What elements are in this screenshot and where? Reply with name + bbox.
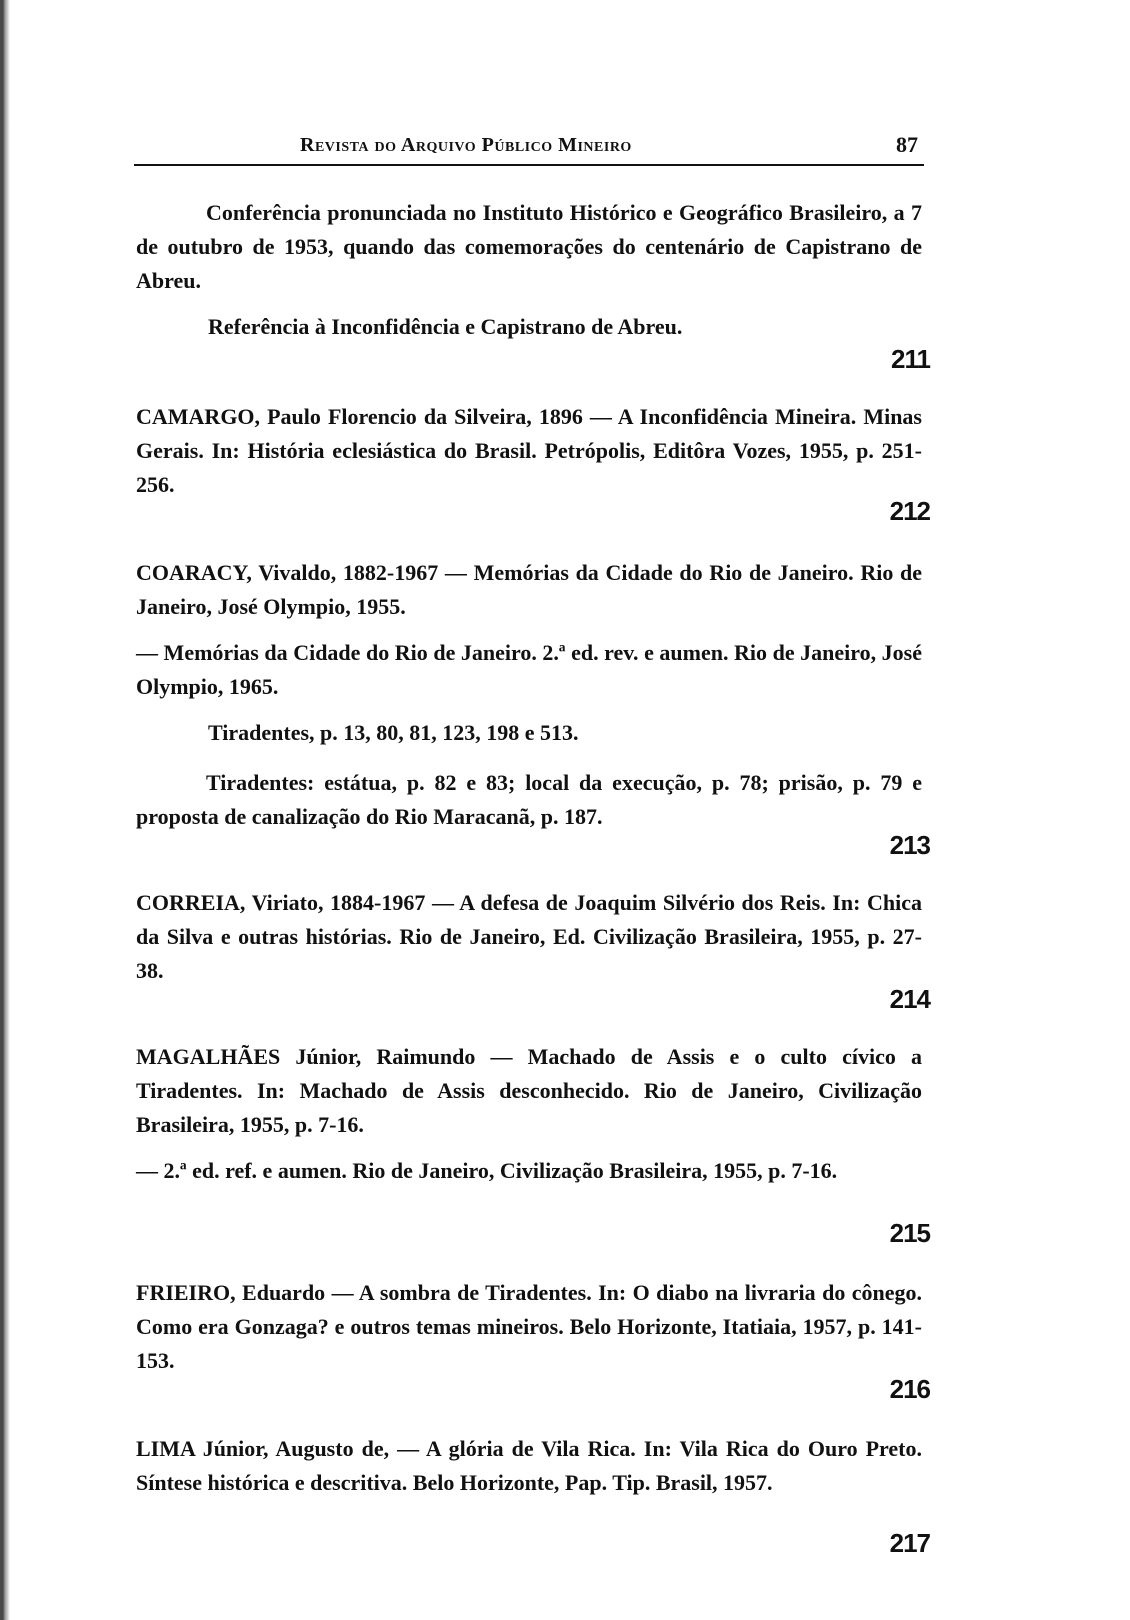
entry-correia: CORREIA, Viriato, 1884-1967 — A defesa de Joaquim Silvério dos Reis. In: Chica da Silva e outras histórias. Rio de Janeiro, Ed. Civilização Brasileira, 1955, p. 27-38. — [136, 890, 922, 983]
entry-number-214: 214 — [889, 984, 930, 1014]
entry-coaracy-note-topics: Tiradentes: estátua, p. 82 e 83; local da execução, p. 78; prisão, p. 79 e proposta de canalização do Rio Maracanã, p. 187. — [136, 770, 922, 829]
entry-coaracy: COARACY, Vivaldo, 1882-1967 — Memórias da Cidade do Rio de Janeiro. Rio de Janeiro, José Olympio, 1955. — [136, 560, 922, 619]
paragraph-conference-note: Conferência pronunciada no Instituto Histórico e Geográfico Brasileiro, a 7 de outubro de 1953, quando das comemorações do centenário de Capistrano de Abreu. — [136, 200, 922, 293]
entry-camargo: CAMARGO, Paulo Florencio da Silveira, 1896 — A Inconfidência Mineira. Minas Gerais. In: História eclesiástica do Brasil. Petrópolis, Editôra Vozes, 1955, p. 251-256. — [136, 404, 922, 497]
page-number: 87 — [896, 132, 918, 157]
entry-magalhaes-edition: — 2.ª ed. ref. e aumen. Rio de Janeiro, Civilização Brasileira, 1955, p. 7-16. — [136, 1158, 838, 1183]
running-head: Revista do Arquivo Público Mineiro — [300, 134, 632, 156]
paragraph-reference-note: Referência à Inconfidência e Capistrano de Abreu. — [208, 314, 683, 339]
entry-number-213: 213 — [889, 830, 930, 860]
scan-binding-edge — [0, 0, 10, 1620]
entry-number-212: 212 — [889, 496, 930, 526]
page-header — [134, 128, 924, 166]
entry-coaracy-note-pages: Tiradentes, p. 13, 80, 81, 123, 198 e 513. — [208, 720, 579, 745]
entry-number-217: 217 — [889, 1528, 930, 1558]
entry-number-216: 216 — [889, 1374, 930, 1404]
entry-magalhaes: MAGALHÃES Júnior, Raimundo — Machado de Assis e o culto cívico a Tiradentes. In: Machado de Assis desconhecido. Rio de Janeiro, Civilização Brasileira, 1955, p. 7-16. — [136, 1044, 922, 1137]
entry-frieiro: FRIEIRO, Eduardo — A sombra de Tiradentes. In: O diabo na livraria do cônego. Como era Gonzaga? e outros temas mineiros. Belo Horizonte, Itatiaia, 1957, p. 141-153. — [136, 1280, 922, 1373]
entry-lima: LIMA Júnior, Augusto de, — A glória de Vila Rica. In: Vila Rica do Ouro Preto. Síntese histórica e descritiva. Belo Horizonte, Pap. Tip. Brasil, 1957. — [136, 1436, 922, 1495]
entry-number-215: 215 — [889, 1218, 930, 1248]
entry-coaracy-edition: — Memórias da Cidade do Rio de Janeiro. 2.ª ed. rev. e aumen. Rio de Janeiro, José Olympio, 1965. — [136, 640, 922, 699]
entry-number-211: 211 — [891, 344, 930, 374]
